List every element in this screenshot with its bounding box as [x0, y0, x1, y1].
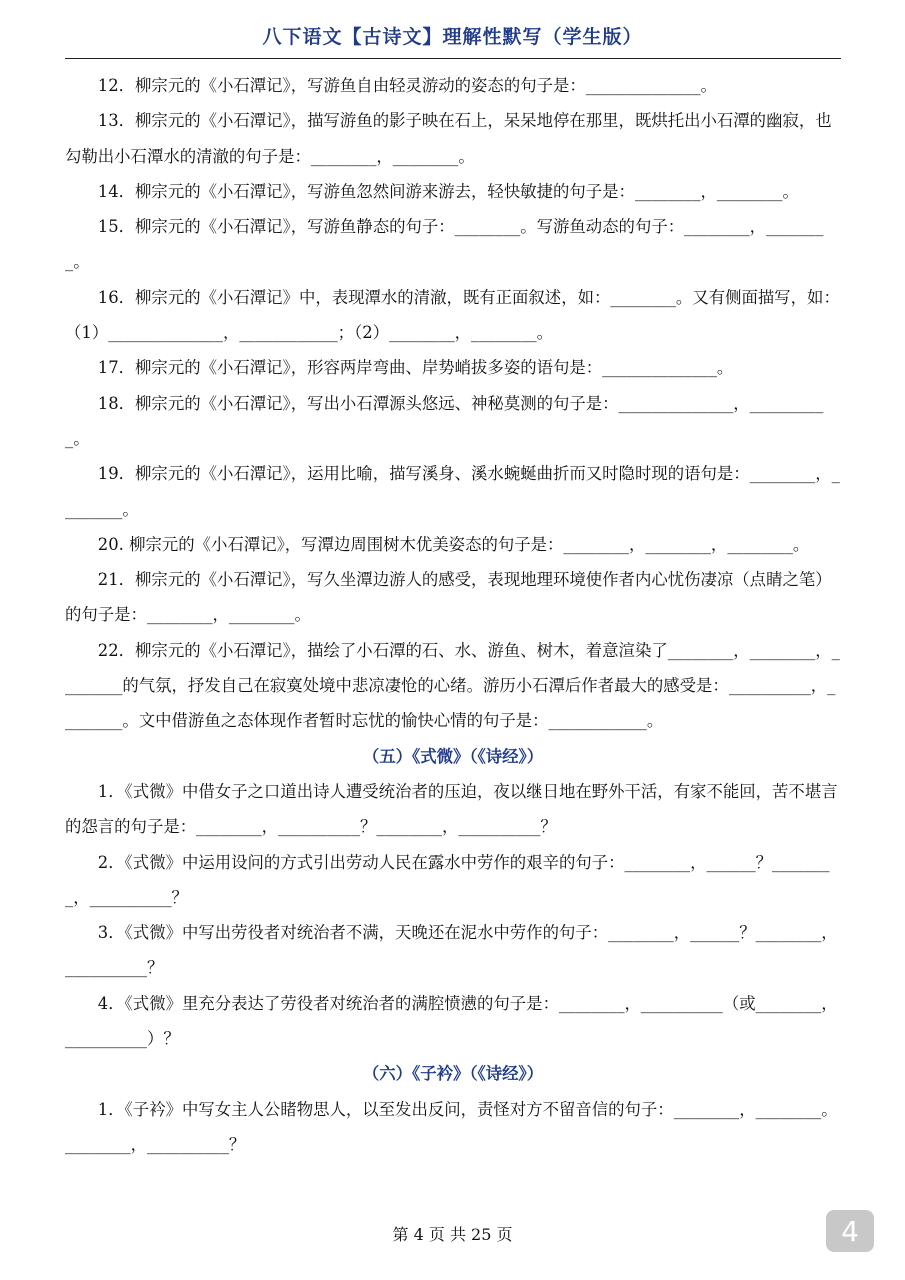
- question-18: 18．柳宗元的《小石潭记》，写出小石潭源头悠远、神秘莫测的句子是：______________，__________。: [65, 393, 824, 448]
- question-21: 21．柳宗元的《小石潭记》，写久坐潭边游人的感受，表现地理环境使作者内心忧伤凄凉（点睛之笔）的句子是：________，________。: [65, 570, 832, 625]
- document-body: [65, 68, 841, 1162]
- question-16: 16．柳宗元的《小石潭记》中，表现潭水的清澈，既有正面叙述，如：________。又有侧面描写，如：（1）______________，____________；（2）________，________。: [65, 287, 840, 343]
- page-number-badge: 4: [826, 1210, 874, 1252]
- section-title-zijin: （六）《子衿》（《诗经》）: [362, 1064, 544, 1084]
- header-divider: [65, 58, 841, 59]
- page-header-title: 八下语文【古诗文】理解性默写（学生版）: [262, 26, 643, 48]
- shiwei-question-4: 4．《式微》里充分表达了劳役者对统治者的满腔愤懑的句子是：________，__________（或________，__________）？: [65, 993, 838, 1049]
- zijin-question-1: 1．《子衿》中写女主人公睹物思人，以至发出反问，责怪对方不留音信的句子：________，________。________，__________？: [65, 1099, 838, 1154]
- question-14: 14．柳宗元的《小石潭记》，写游鱼忽然间游来游去，轻快敏捷的句子是：________，________。: [97, 181, 799, 201]
- shiwei-question-1: 1．《式微》中借女子之口道出诗人遭受统治者的压迫，夜以继日地在野外干活，有家不能回，苦不堪言的怨言的句子是：________，__________？________，__________？: [65, 781, 838, 837]
- shiwei-question-3: 3．《式微》中写出劳役者对统治者不满，天晚还在泥水中劳作的句子：________，______？________，__________？: [65, 923, 838, 978]
- page-footer: 第 4 页 共 25 页: [392, 1225, 513, 1244]
- question-20: 20. 柳宗元的《小石潭记》，写潭边周围树木优美姿态的句子是：________，________，________。: [97, 534, 810, 554]
- question-17: 17．柳宗元的《小石潭记》，形容两岸弯曲、岸势峭拔多姿的语句是：______________。: [97, 358, 734, 378]
- question-13: 13．柳宗元的《小石潭记》，描写游鱼的影子映在石上，呆呆地停在那里，既烘托出小石潭的幽寂，也勾勒出小石潭水的清澈的句子是：________，________。: [65, 111, 832, 166]
- question-15: 15．柳宗元的《小石潭记》，写游鱼静态的句子：________。写游鱼动态的句子：________，________。: [65, 217, 824, 272]
- question-12: 12．柳宗元的《小石潭记》，写游鱼自由轻灵游动的姿态的句子是：______________。: [97, 76, 717, 95]
- question-19: 19．柳宗元的《小石潭记》，运用比喻，描写溪身、溪水蜿蜒曲折而又时隐时现的语句是：________，________。: [65, 464, 840, 519]
- section-title-shiwei: （五）《式微》（《诗经》）: [362, 746, 544, 766]
- question-22: 22．柳宗元的《小石潭记》，描绘了小石潭的石、水、游鱼、树木，着意渲染了________，________，________的气氛，抒发自己在寂寞处境中悲凉凄怆的心绪。游历小石潭后作者最大的感受是：__________，________。文中借游鱼之态体现作者暂时忘忧的愉快心情的句子是：____________。: [65, 640, 840, 731]
- shiwei-question-2: 2．《式微》中运用设问的方式引出劳动人民在露水中劳作的艰辛的句子：________，______？________，__________？: [65, 852, 830, 907]
